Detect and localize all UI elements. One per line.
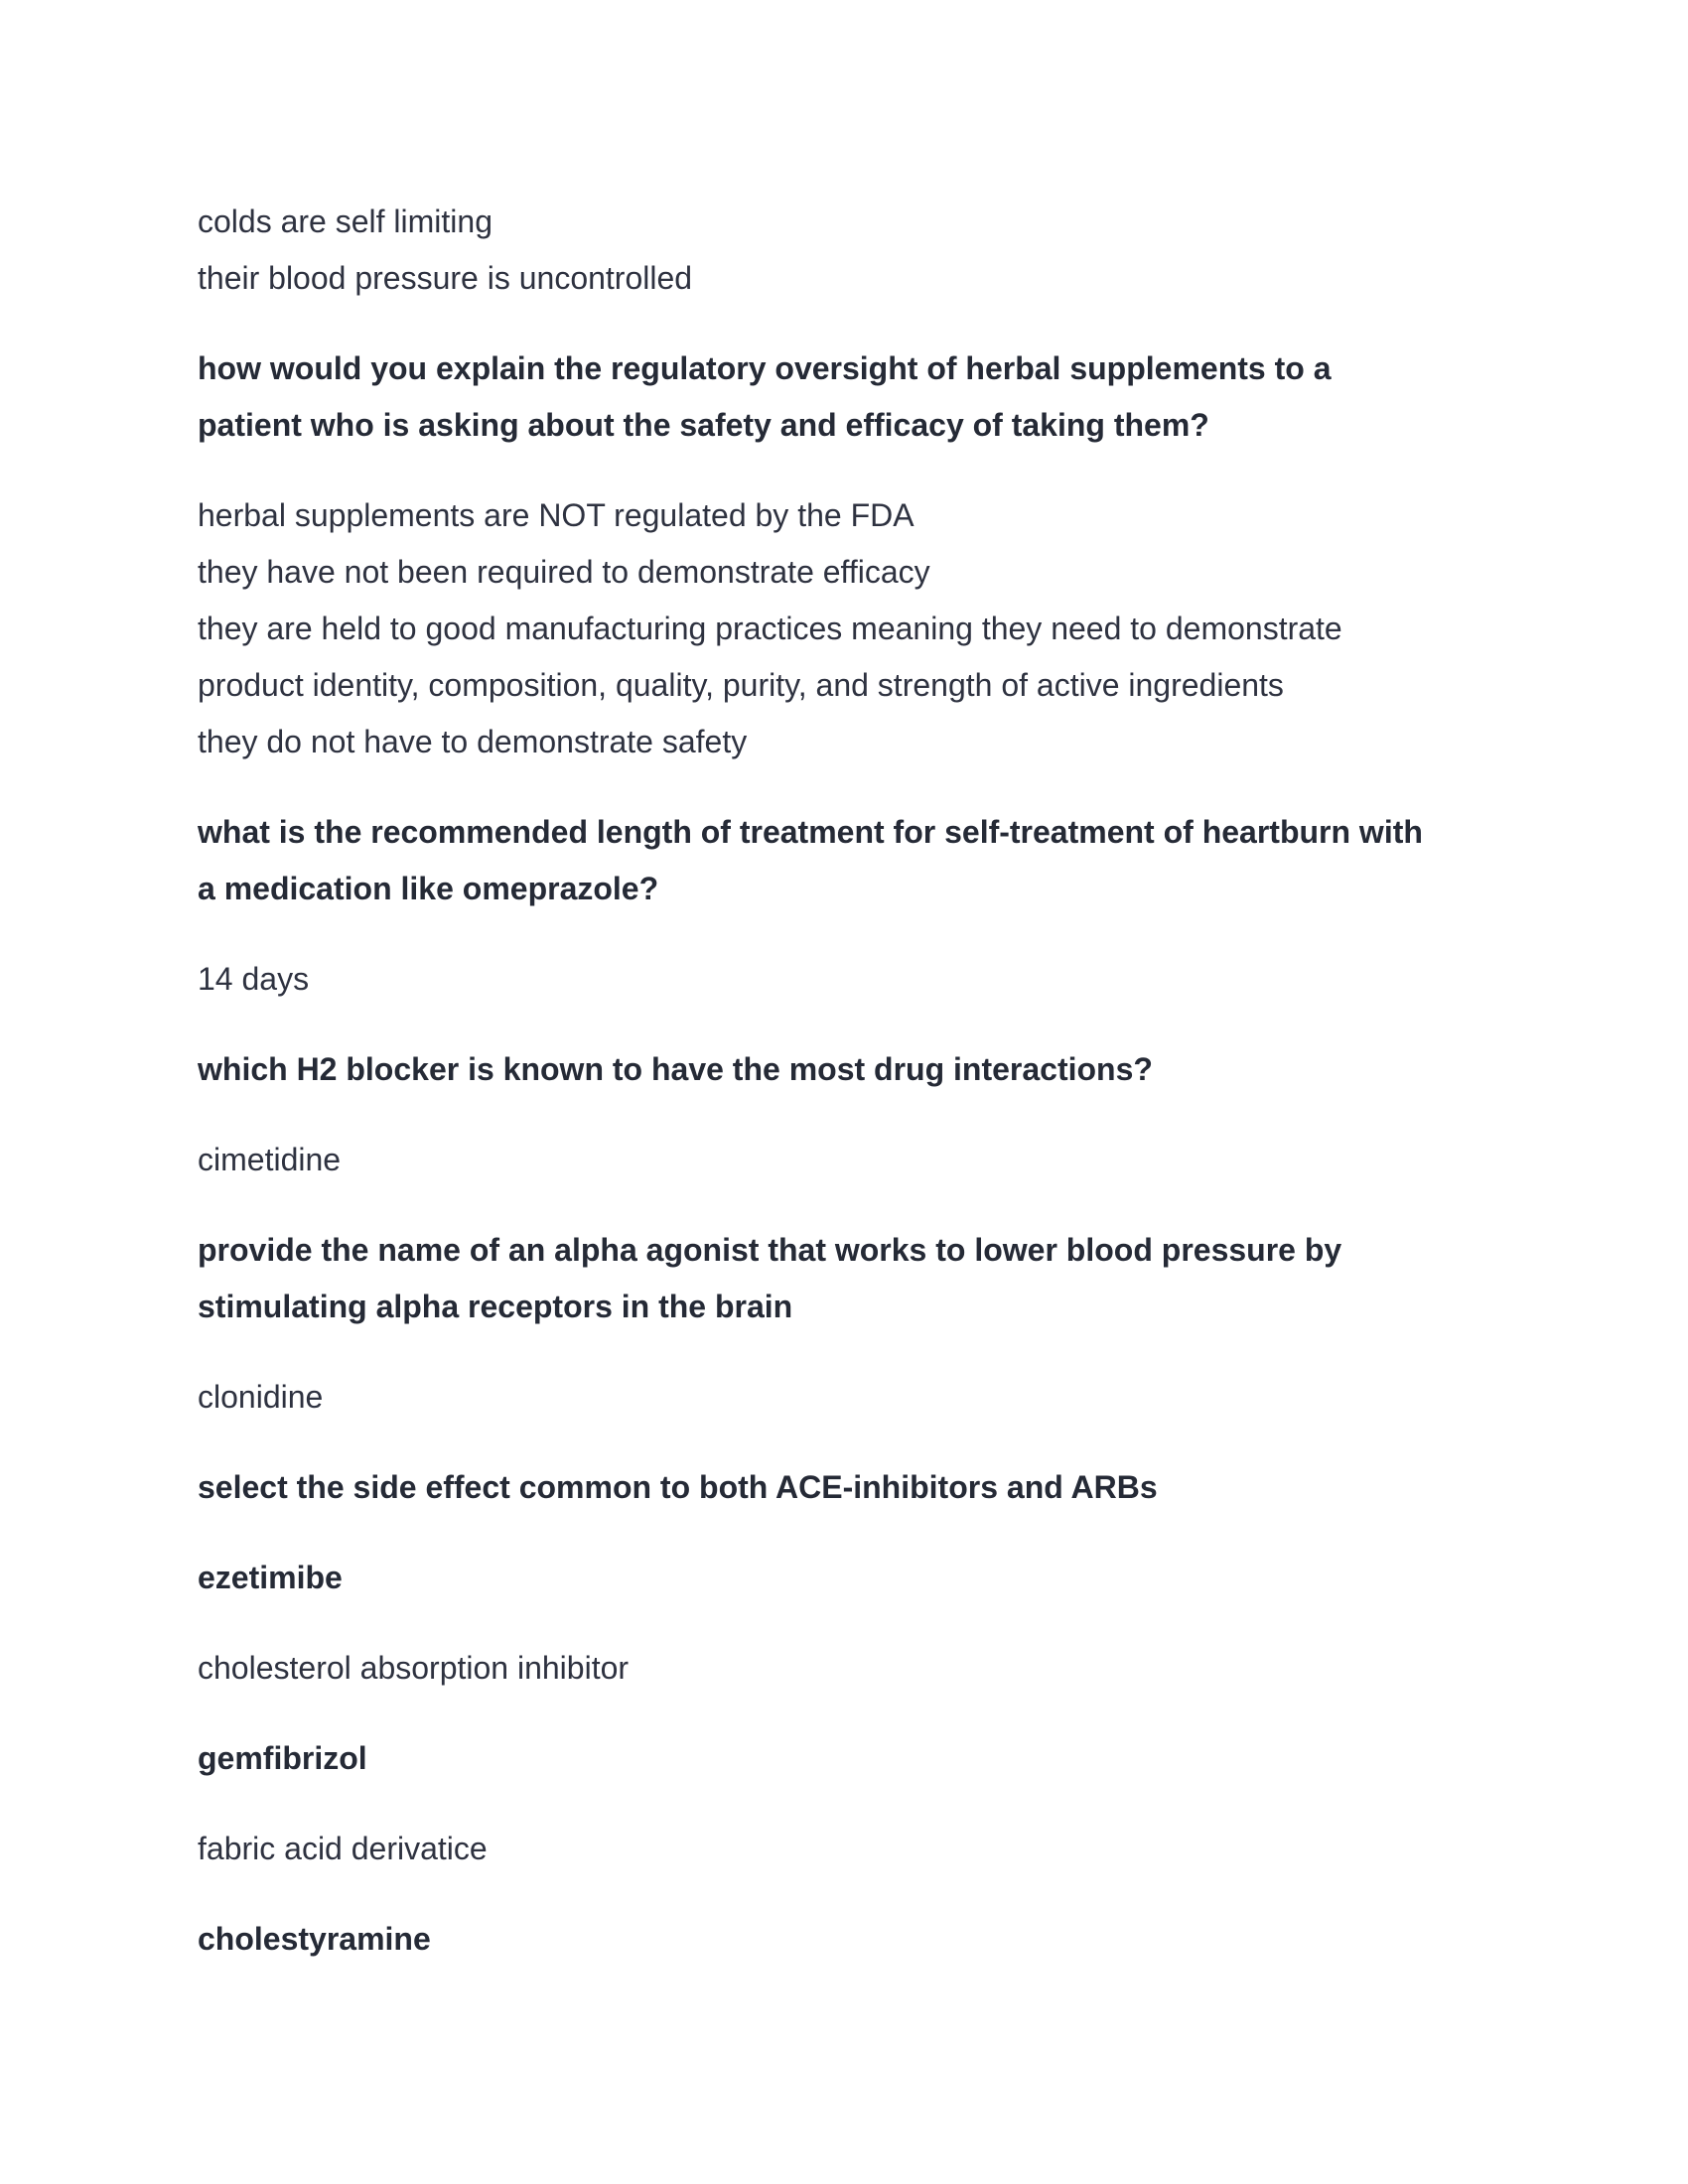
question-line: select the side effect common to both ACE-inhibitors and ARBs xyxy=(198,1469,1158,1505)
question-line: provide the name of an alpha agonist that works to lower blood pressure by xyxy=(198,1232,1342,1268)
question-line: a medication like omeprazole? xyxy=(198,871,659,906)
answer-line: 14 days xyxy=(198,961,310,997)
term-line: gemfibrizol xyxy=(198,1740,367,1776)
question-line: what is the recommended length of treatment for self-treatment of heartburn with xyxy=(198,814,1423,850)
answer-line: they are held to good manufacturing practices meaning they need to demonstrate xyxy=(198,611,1342,646)
document-body xyxy=(198,194,1508,1968)
term-line: cholestyramine xyxy=(198,1921,431,1957)
answer-line: their blood pressure is uncontrolled xyxy=(198,260,693,296)
answer-line: cimetidine xyxy=(198,1142,342,1177)
answer-line: they have not been required to demonstrate efficacy xyxy=(198,554,930,590)
definition-line: cholesterol absorption inhibitor xyxy=(198,1650,630,1686)
term-line: ezetimibe xyxy=(198,1560,343,1595)
definition-line: fabric acid derivatice xyxy=(198,1831,488,1866)
answer-line: they do not have to demonstrate safety xyxy=(198,724,748,759)
question-line: which H2 blocker is known to have the most drug interactions? xyxy=(198,1051,1153,1087)
question-line: how would you explain the regulatory oversight of herbal supplements to a xyxy=(198,350,1332,386)
answer-line: product identity, composition, quality, purity, and strength of active ingredients xyxy=(198,667,1284,703)
answer-line: colds are self limiting xyxy=(198,204,492,239)
question-line: stimulating alpha receptors in the brain xyxy=(198,1289,793,1324)
answer-line: clonidine xyxy=(198,1379,324,1415)
answer-line: herbal supplements are NOT regulated by the FDA xyxy=(198,497,914,533)
question-line: patient who is asking about the safety and efficacy of taking them? xyxy=(198,407,1209,443)
